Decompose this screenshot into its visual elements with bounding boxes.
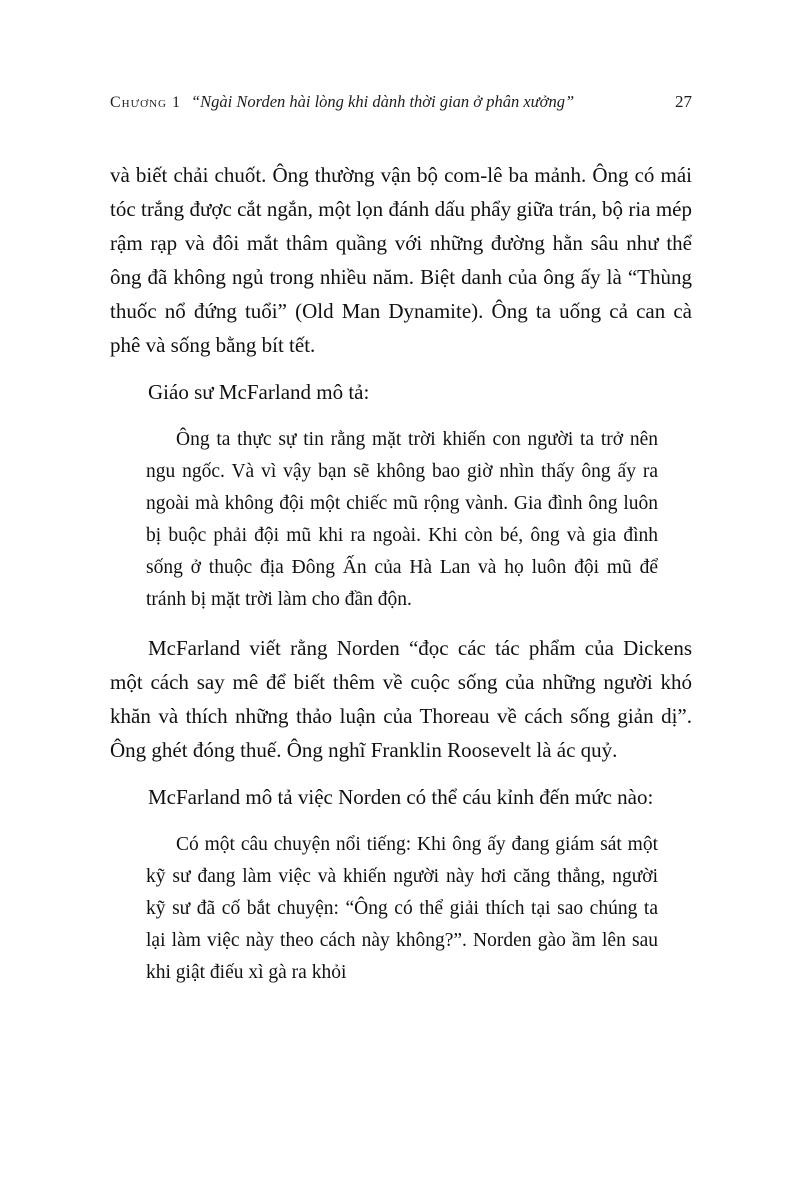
- chapter-title: “Ngài Norden hài lòng khi dành thời gian ở phân xưởng”: [190, 92, 575, 111]
- paragraph-intro-quote-2: McFarland mô tả việc Norden có thể cáu kỉnh đến mức nào:: [148, 785, 654, 809]
- page-number: 27: [675, 92, 692, 111]
- block-quote-2: Có một câu chuyện nổi tiếng: Khi ông ấy đang giám sát một kỹ sư đang làm việc và khiến người này hơi căng thẳng, người kỹ sư đã cố bắt chuyện: “Ông có thể giải thích tại sao chúng ta lại làm việc này theo cách này không?”. Norden gào ầm lên sau khi giật điếu xì gà ra khỏi: [146, 834, 658, 983]
- paragraph-intro-quote-1: Giáo sư McFarland mô tả:: [148, 380, 370, 404]
- block-quote-1: Ông ta thực sự tin rằng mặt trời khiến con người ta trở nên ngu ngốc. Và vì vậy bạn sẽ không bao giờ nhìn thấy ông ấy ra ngoài mà không đội một chiếc mũ rộng vành. Gia đình ông luôn bị buộc phải đội mũ khi ra ngoài. Khi còn bé, ông và gia đình sống ở thuộc địa Đông Ấn của Hà Lan và họ luôn đội mũ để tránh bị mặt trời làm cho đần độn.: [146, 429, 658, 610]
- paragraph-continuation: và biết chải chuốt. Ông thường vận bộ com-lê ba mảnh. Ông có mái tóc trắng được cắt ngắn, một lọn đánh dấu phẩy giữa trán, bộ ria mép rậm rạp và đôi mắt thâm quầng với những đường hằn sâu như thể ông đã không ngủ trong nhiều năm. Biệt danh của ông ấy là “Thùng thuốc nổ đứng tuổi” (Old Man Dynamite). Ông ta uống cả can cà phê và sống bằng bít tết.: [110, 163, 692, 357]
- paragraph-mcfarland: McFarland viết rằng Norden “đọc các tác phẩm của Dickens một cách say mê để biết thêm về cuộc sống của những người khó khăn và thích những thảo luận của Thoreau về cách sống giản dị”. Ông ghét đóng thuế. Ông nghĩ Franklin Roosevelt là ác quỷ.: [110, 636, 692, 762]
- page-header: [110, 92, 692, 112]
- running-head: [110, 92, 574, 112]
- page-body: [110, 158, 692, 989]
- chapter-label: Chương 1: [110, 94, 181, 111]
